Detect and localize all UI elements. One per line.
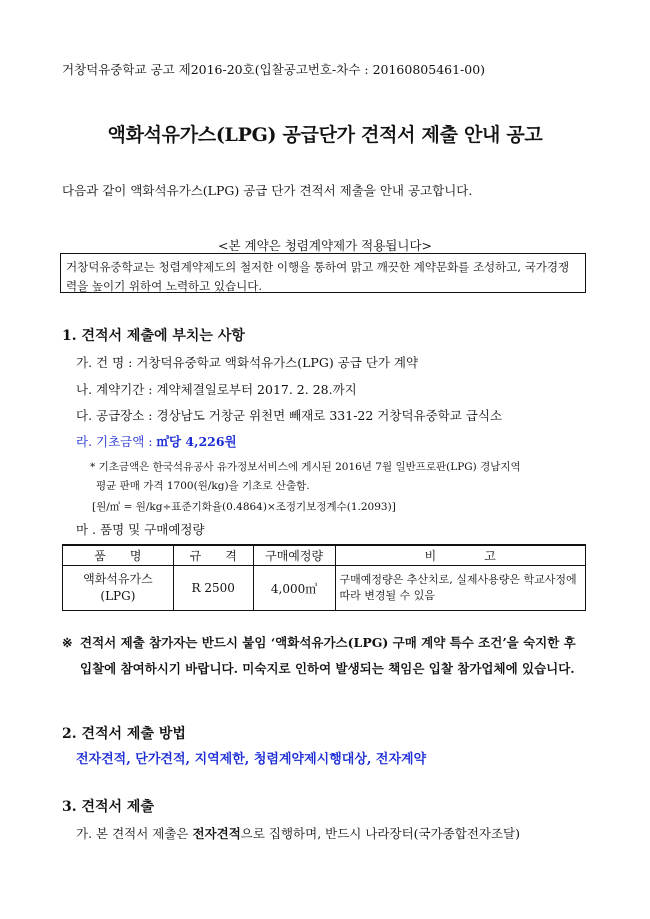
reference-mark: ※ <box>62 635 73 650</box>
notice-number: 거창덕유중학교 공고 제2016-20호(입찰공고번호-차수 : 20160805461-00) <box>62 62 486 77</box>
intro-text: 다음과 같이 액화석유가스(LPG) 공급 단가 견적서 제출을 안내 공고합니다. <box>62 183 473 198</box>
note-line-1: * 기초금액은 한국석유공사 유가정보서비스에 게시된 2016년 7월 일반프로판(LPG) 경남지역 <box>90 461 521 473</box>
section3-item-ga <box>76 824 520 842</box>
base-price-label: 라. 기초금액 : <box>76 434 157 449</box>
items-table <box>62 544 586 611</box>
integrity-notice-box <box>60 253 586 293</box>
table-header-row <box>63 545 586 566</box>
warning-quote: ‘액화석유가스(LPG) 구매 계약 특수 조건’ <box>270 635 507 650</box>
section3-ga-pre: 가. 본 견적서 제출은 <box>76 826 193 841</box>
warning-text <box>80 630 592 682</box>
section2-heading: 2. 견적서 제출 방법 <box>62 726 186 742</box>
note-line-2: 평균 판매 가격 1700(원/kg)을 기초로 산출함. <box>96 480 310 492</box>
cell-item-name: 액화석유가스 (LPG) <box>63 566 174 611</box>
item-ga-contract-name: 가. 건 명 : 거창덕유중학교 액화석유가스(LPG) 공급 단가 계약 <box>76 355 419 370</box>
col-header-remark: 비 고 <box>335 545 585 566</box>
warning-text-pre: 견적서 제출 참가자는 반드시 붙임 <box>80 635 271 650</box>
col-header-spec: 규 격 <box>173 545 253 566</box>
base-price-value: ㎥당 4,226원 <box>156 434 237 449</box>
page-title: 액화석유가스(LPG) 공급단가 견적서 제출 안내 공고 <box>107 124 543 146</box>
item-na-contract-period: 나. 계약기간 : 계약체결일로부터 2017. 2. 28.까지 <box>76 382 357 397</box>
item-ra-base-price <box>76 432 237 450</box>
special-conditions-warning <box>62 630 592 682</box>
warning-text-post: 을 숙지한 후 입찰에 참여하시기 바랍니다. 미숙지로 인하여 발생되는 책임은 입찰 참가업체에 있습니다. <box>80 635 576 676</box>
section1-heading: 1. 견적서 제출에 부치는 사항 <box>62 328 245 344</box>
integrity-notice-heading: <본 계약은 청렴계약제가 적용됩니다> <box>218 238 432 253</box>
cell-item-qty: 4,000㎥ <box>253 566 335 611</box>
cell-item-remark: 구매예정량은 추산치로, 실제사용량은 학교사정에 따라 변경될 수 있음 <box>335 566 585 611</box>
item-ma-items-heading: 마 . 품명 및 구매예정량 <box>76 522 205 537</box>
integrity-notice-text: 거창덕유중학교는 청렴계약제도의 철저한 이행을 통하여 맑고 깨끗한 계약문화를 조성하고, 국가경쟁력을 높이기 위하여 노력하고 있습니다. <box>66 260 570 293</box>
cell-item-spec: R 2500 <box>173 566 253 611</box>
col-header-qty: 구매예정량 <box>253 545 335 566</box>
note-line-3: [원/㎥ = 원/kg÷표준기화율(0.4864)×조정기보정계수(1.2093)] <box>92 501 396 513</box>
table-row <box>63 566 586 611</box>
col-header-name: 품 명 <box>63 545 174 566</box>
section3-ga-post: 으로 집행하며, 반드시 나라장터(국가종합전자조달) <box>240 826 521 841</box>
submission-methods: 전자견적, 단가견적, 지역제한, 청렴계약제시행대상, 전자계약 <box>76 752 427 767</box>
section3-ga-bold: 전자견적 <box>192 826 241 841</box>
item-da-supply-place: 다. 공급장소 : 경상남도 거창군 위천면 빼재로 331-22 거창덕유중학교 급식소 <box>76 408 503 423</box>
section3-heading: 3. 견적서 제출 <box>62 799 154 815</box>
